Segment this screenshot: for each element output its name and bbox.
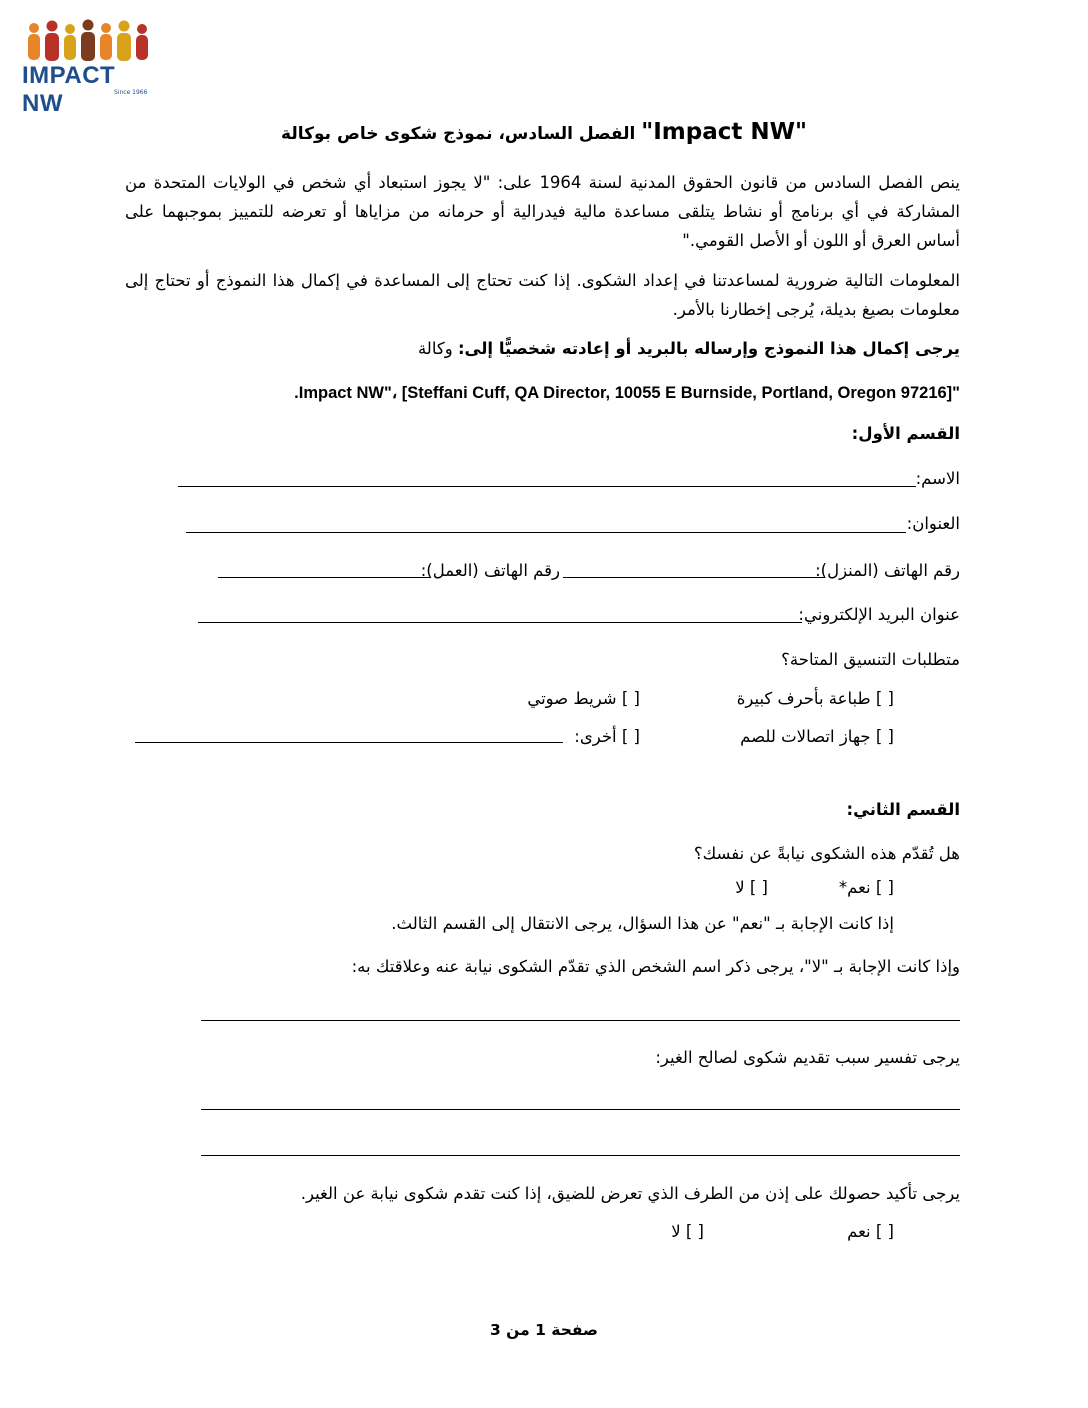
address-field[interactable] — [186, 532, 906, 533]
reason-field-1[interactable] — [201, 1109, 960, 1110]
page-title — [0, 119, 1088, 145]
self-question: هل تُقدّم هذه الشكوى نيابةً عن نفسك؟ — [693, 844, 960, 863]
other-person-field[interactable] — [201, 1020, 960, 1021]
section1-heading: القسم الأول: — [851, 424, 960, 443]
other-field[interactable] — [135, 742, 563, 743]
permission-yes-checkbox[interactable]: [ ] نعم — [847, 1222, 894, 1241]
section2-heading: القسم الثاني: — [846, 800, 960, 819]
address-label: العنوان: — [906, 514, 960, 533]
permission-label: يرجى تأكيد حصولك على إذن من الطرف الذي تعرض للضيق، إذا كنت تقدم شكوى نيابة عن الغير. — [300, 1184, 960, 1203]
name-label: الاسم: — [915, 469, 960, 488]
name-field[interactable] — [178, 486, 916, 487]
title-english: "Impact NW" — [641, 119, 807, 145]
self-yes-checkbox[interactable]: [ ] نعم* — [838, 878, 894, 897]
work-phone-field[interactable] — [218, 577, 430, 578]
logo-name: IMPACT NW — [22, 62, 116, 117]
email-field[interactable] — [198, 622, 802, 623]
tdd-checkbox[interactable]: [ ] جهاز اتصالات للصم — [740, 727, 894, 746]
large-print-checkbox[interactable]: [ ] طباعة بأحرف كبيرة — [736, 689, 894, 708]
title-arabic: الفصل السادس، نموذج شكوى خاص بوكالة — [281, 124, 636, 144]
formats-question: متطلبات التنسيق المتاحة؟ — [781, 650, 960, 669]
logo-tagline: Since 1966 — [114, 89, 148, 96]
mail-instruction-agency: وكالة — [417, 339, 453, 358]
page-number: صفحة 1 من 3 — [489, 1321, 599, 1339]
self-no-checkbox[interactable]: [ ] لا — [735, 878, 768, 897]
no-note: وإذا كانت الإجابة بـ "لا"، يرجى ذكر اسم الشخص الذي تقدّم الشكوى نيابة عنه وعلاقتك به: — [351, 957, 960, 976]
info-paragraph: المعلومات التالية ضرورية لمساعدتنا في إعداد الشكوى. إذا كنت تحتاج إلى المساعدة في إكمال هذا النموذج أو تحتاج إلى معلومات بصيغ بديلة، يُرجى إخطارنا بالأمر. — [125, 271, 960, 319]
mail-instruction-bold: يرجى إكمال هذا النموذج وإرساله بالبريد أو إعادته شخصيًّا إلى: — [457, 339, 960, 358]
mail-address: "Impact NW"، [Steffani Cuff, QA Director, 10055 E Burnside, Portland, Oregon 97216]. — [294, 384, 960, 402]
reason-field-2[interactable] — [201, 1155, 960, 1156]
people-figures-icon — [22, 18, 162, 64]
other-checkbox[interactable]: [ ] أخرى: — [574, 727, 640, 746]
impact-nw-logo — [22, 18, 162, 117]
permission-no-checkbox[interactable]: [ ] لا — [671, 1222, 704, 1241]
home-phone-label: رقم الهاتف (المنزل): — [815, 561, 960, 580]
work-phone-label: رقم الهاتف (العمل): — [420, 561, 560, 580]
mail-instruction — [418, 339, 960, 358]
audio-tape-checkbox[interactable]: [ ] شريط صوتي — [527, 689, 640, 708]
yes-note: إذا كانت الإجابة بـ "نعم" عن هذا السؤال، يرجى الانتقال إلى القسم الثالث. — [391, 914, 894, 933]
intro-paragraph: ينص الفصل السادس من قانون الحقوق المدنية لسنة 1964 على: "لا يجوز استبعاد أي شخص في الولايات المتحدة من المشاركة في أي برنامج أو نشاط يتلقى مساعدة مالية فيدرالية أو حرمانه من مزاياها أو تعرضه للتمييز بموجبهما على أساس العرق أو اللون أو الأصل القومي." — [125, 173, 960, 250]
email-label: عنوان البريد الإلكتروني: — [798, 605, 960, 624]
reason-label: يرجى تفسير سبب تقديم شكوى لصالح الغير: — [655, 1048, 960, 1067]
home-phone-field[interactable] — [563, 577, 825, 578]
